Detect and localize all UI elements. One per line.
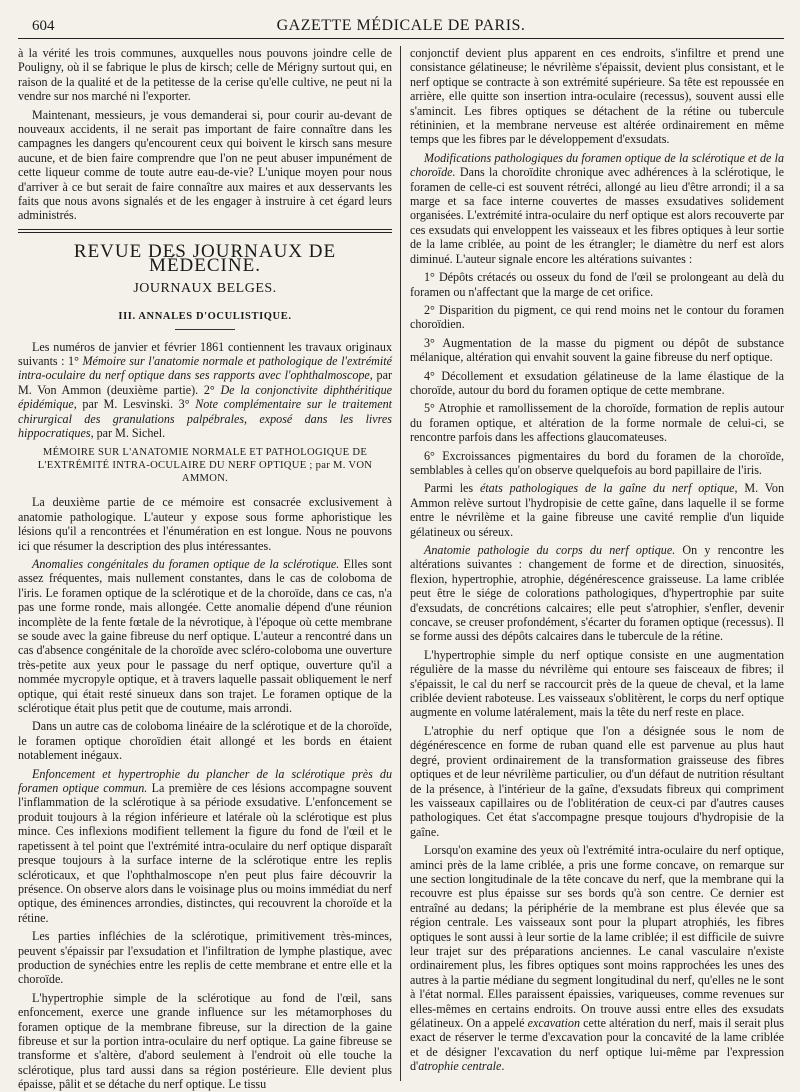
subheading: Anatomie pathologie du corps du nerf optique. — [424, 543, 676, 557]
list-item: 6° Excroissances pigmentaires du bord du foramen de la choroïde, semblables à celles qu'on observe quelquefois au bord papillaire de l'iris. — [410, 448, 784, 477]
right-column — [410, 46, 784, 1081]
paragraph — [410, 151, 784, 266]
text: , par M. Von Ammon (deuxième partie). 2° — [18, 368, 392, 397]
text: , par M. Lesvinski. 3° — [73, 397, 190, 412]
text: . — [501, 1059, 505, 1074]
text: Elles sont assez fréquentes, mais nullement constantes, dans le cas de coloboma de l'iris. Le foramen optique de la sclérotique et de la choroïde, dans ce cas, n'a pas une forme ronde, mais allongée. Cette anomalie dépend d'une réunion incomplète de la fente fœtale de la névrotique, à l'époque où cette membrane se soude avec la gaine fibreuse du nerf optique. L'auteur a rencontré dans un cas d'absence congénitale de la choroïde avec scléro-coloboma une ouverture très-petite aux yeux pour le passage du nerf optique, ouverture qu'il a nommée mycropyle optique, et à travers laquelle passait obliquement le nerf optique, qui était resté sinueux dans son trajet. Le foramen optique de la sclérotique était plus petit que de coutume, mais arrondi. — [18, 556, 393, 716]
subheading: Modifications pathologiques du foramen optique de la sclérotique et de la choroïde. — [410, 150, 784, 180]
page-number: 604 — [32, 18, 55, 34]
intro-paragraph — [18, 340, 392, 441]
subheading: Enfoncement et hypertrophie du plancher de la sclérotique près du foramen optique commun. — [18, 766, 392, 796]
paragraph: Les parties infléchies de la sclérotique, primitivement très-minces, peuvent s'épaissir par l'exsudation et l'infiltration de lymphe plastique, avec production de synéchies entre les replis de cette membrane et entre elle et la choroïde. — [18, 929, 392, 987]
italic-title: Note complémentaire sur le traitement chirurgical des granulations palpébrales, exposé dans les livres hippocratiques — [18, 397, 392, 440]
text: On y rencontre les altérations suivantes : changement de forme et de direction, sinuosités, flexion, hypertrophie, atrophie, dégénérescence graisseuse. La lame criblée peut être le siége de colorations pathologiques, d'hypertrophie par suite d'exsudats, de concrétions calcaires; elle peut s'atrophier, s'enfler, devenir concave, se creuser profondément, s'écarter du foramen optique (recessus). Il se forme aussi des dépôts calcaires dans le tubercule de la rétine. — [410, 543, 785, 644]
paragraph: Dans un autre cas de coloboma linéaire de la sclérotique et de la choroïde, le foramen optique choroïdien était allongé et les bords en étaient notablement inégaux. — [18, 719, 392, 763]
paragraph: L'hypertrophie simple du nerf optique consiste en une augmentation régulière de la masse du névrilème qui entoure ses faisceaux de fibres; il s'épaissit, le cal du nerf se raccourcit près de la queue de cheval, et la lame criblée devient raboteuse. Les vaisseaux s'oblitèrent, le corps du nerf optique augmente en volume latéralement, mais la tête du nerf reste en place. — [410, 647, 784, 720]
section-divider — [18, 229, 392, 233]
text: Les numéros de janvier et février 1861 contiennent les travaux originaux suivants : 1° — [18, 339, 392, 368]
text: La première de ces lésions accompagne souvent l'inflammation de la sclérotique à sa période exsudative. L'enfoncement se produit toujours à la région inférieure et latérale où la sclérotique est plus mince. Ces inflexions modifient tellement la figure du fond de l'œil et le rapetissent à tel point que l'extrémité intra-oculaire du nerf optique disparaît presque toujours à la surface interne de la sclérotique entre les replis scléroticaux, et que l'ophthalmoscope n'en peut plus faire découvrir la présence. On observe alors dans le voisinage plus ou moins immédiat du nerf optique, des éminences arrondies, distinctes, qui recouvrent la choroïde et la rétine. — [18, 781, 392, 925]
paragraph — [410, 481, 784, 539]
divider — [175, 329, 235, 330]
text: , par M. Sichel. — [90, 425, 166, 440]
review-subtitle: JOURNAUX BELGES. — [133, 280, 277, 296]
italic-term: excavation — [527, 1016, 580, 1030]
paragraph: L'hypertrophie simple de la sclérotique au fond de l'œil, sans enfoncement, exerce une grande influence sur les métamorphoses du foramen optique de la membrane fibreuse, sur la direction de la gaine fibreuse et sur la portion intra-oculaire du nerf optique. La gaine fibreuse se transforme et s'altère, d'abord seulement à l'endroit où elle touche la sclérotique, plus tard aussi dans sa région postérieure. Elle devient plus épaisse, pâlit et se détache du nerf optique. Le tissu — [18, 990, 392, 1092]
text: Lorsqu'on examine des yeux où l'extrémité intra-oculaire du nerf optique, aminci près de la lame criblée, a pris une forme concave, on remarque sur une section longitudinale de la tête concave du nerf, que la membrane qui la recouvre est plus épaisse sur ses bords qu'à son centre. Ce dernier est entraîné au dedans; la périphérie de la membrane est plus élevée que sa région centrale. Les vaisseaux sont pour la plupart atrophiés, les fibres optiques le sont aussi à leur sortie de la lame criblée; il est difficile de suivre leur trajet sur des préparations anciennes. Le canal vasculaire n'existe ordinairement plus, les fibres optiques sont moins rapprochées les unes des autres à la partie médiane du segment longitudinal du nerf, qu'elles ne le sont à l'état normal. Elles paraissent épaissies, variqueuses, comme revenues sur elles-mêmes en certains endroits. On trouve aussi entre elles des exsudats gélatineux. On a appelé — [410, 843, 784, 1030]
review-title: REVUE DES JOURNAUX DE MÉDECINE. — [73, 240, 337, 277]
paragraph: à la vérité les trois communes, auxquelles nous pouvons joindre celle de Pouligny, où il se fabrique le plus de kirsch; celle de Mérigny surtout qui, en raison de la qualité et de la petitesse de la cerise qu'elle cultive, ne peut ni la vendre sur nos marché ni l'exporter. — [18, 46, 392, 104]
italic-term: atrophie centrale — [418, 1059, 502, 1074]
paragraph — [18, 557, 392, 715]
paragraph: Maintenant, messieurs, je vous demanderai si, pour courir au-devant de nouveaux accidents, il ne serait pas important de faire connaître dans les campagnes les dangers qu'encourent ceux qui boivent le kirsch sans mesure aucune, et de bien faire comprendre que l'on ne peut abuser impunément de cette liqueur comme de toute autre eau-de-vie? L'unique moyen pour nous d'arriver à ce but serait de faire connaître aux maires et aux desservants les faits que nous avons signalés et de les engager à instruire à cet égard leurs administrés. — [18, 107, 392, 223]
list-item: 3° Augmentation de la masse du pigment ou dépôt de substance mélanique, altération qui envahit souvent la gaine fibreuse du nerf optique. — [410, 335, 784, 365]
text: Parmi les — [424, 481, 480, 496]
paragraph — [18, 767, 392, 925]
list-item: 4° Décollement et exsudation gélatineuse de la lame élastique de la choroïde, autour du bord du foramen optique de cette membrane. — [410, 368, 784, 397]
column-rule — [400, 46, 401, 1081]
paragraph — [410, 543, 784, 644]
subheading: Anomalies congénitales du foramen optique de la sclérotique. — [32, 556, 340, 571]
italic-title: De la conjonctivite diphthéritique épidémique — [18, 382, 393, 412]
text: cette altération du nerf, mais il serait plus exact de réserver le terme d'excavation pour la concavité de la lame criblée et de désigner l'excavation du nerf optique lui-même par l'expression d' — [410, 1016, 784, 1074]
section-heading: III. ANNALES D'OCULISTIQUE. — [118, 311, 292, 323]
list-item: 2° Disparition du pigment, ce qui rend moins net le contour du foramen choroïdien. — [410, 302, 784, 332]
page-header — [18, 14, 784, 39]
paragraph: conjonctif devient plus apparent en ces endroits, s'infiltre et prend une consistance gélatineuse; le névrilème s'épaissit, devient plus consistant, et le nerf optique se contracte à son extrémité supérieure. Sa tête est repoussée en arrière, elle quitte son insertion intra-oculaire (recessus), souvent aussi elle s'amincit. Les fibres optiques se détachent de la rétine ou tubercule rétininien, et la membrane nerveuse est altérée ordinairement en même temps que les fibres par le développement d'exsudats. — [410, 46, 784, 147]
left-column — [18, 46, 393, 1092]
subheading: états pathologiques de la gaîne du nerf optique — [479, 481, 735, 496]
paragraph: L'atrophie du nerf optique que l'on a désignée sous le nom de dégénérescence en forme de ruban quand elle est parvenue au plus haut degré, provient ordinairement de la transformation graisseuse des fibres optiques et de leur névrilème particulier, ou d'un défaut de nutrition résultant de la présence, à l'intérieur de la gaîne, d'exsudats fibreux qui compriment les vaisseaux capillaires ou de l'oblitération de ceux-ci par d'autres causes pathologiques. Cet état s'accompagne presque toujours d'hydropisie de la gaîne. — [410, 723, 784, 839]
article-heading: MÉMOIRE SUR L'ANATOMIE NORMALE ET PATHOLOGIQUE DE L'EXTRÉMITÉ INTRA-OCULAIRE DU NERF OPTIQUE ; par M. VON AMMON. — [37, 447, 373, 485]
list-item: 1° Dépôts crétacés ou osseux du fond de l'œil se prolongeant au delà du foramen ou n'affectant que la marge de cet orifice. — [410, 270, 784, 299]
italic-title: Mémoire sur l'anatomie normale et pathologique de l'extrémité intra-oculaire du nerf optique dans ses rapports avec l'ophthalmoscope — [18, 353, 393, 383]
text: Dans la choroïdite chronique avec adhérences à la sclérotique, le foramen de celle-ci est souvent rétréci, allongé au lieu d'être arrondi; il a sa marge et sa face interne couvertes de masses exsudatives solidement organisées. L'extrémité intra-oculaire du nerf optique est alors recouverte par ces exsudats qui enveloppent les vaisseaux et les fibres optiques à leur sortie de la lame criblée, au point de les étrangler; le diamètre du nerf est alors diminué. L'auteur signale encore les altérations suivantes : — [410, 165, 784, 266]
running-title: GAZETTE MÉDICALE DE PARIS. — [276, 17, 526, 34]
list-item: 5° Atrophie et ramollissement de la choroïde, formation de replis autour du foramen optique, et altération de la forme normale de celui-ci, se rencontre parfois dans les affections glaucomateuses. — [410, 401, 784, 445]
text: , M. Von Ammon relève surtout l'hydropisie de cette gaîne, dans laquelle il se forme entre le névrilème et la gaine fibreuse une cavité remplie d'un liquide gélatineux ou séreux. — [410, 481, 784, 539]
paragraph: La deuxième partie de ce mémoire est consacrée exclusivement à anatomie pathologique. L'auteur y expose sous forme aphoristique les lésions qu'il a rencontrées et l'énumération en est longue. Nous ne pouvons ici que résumer la description des plus intéressantes. — [18, 495, 392, 553]
paragraph — [410, 843, 784, 1074]
